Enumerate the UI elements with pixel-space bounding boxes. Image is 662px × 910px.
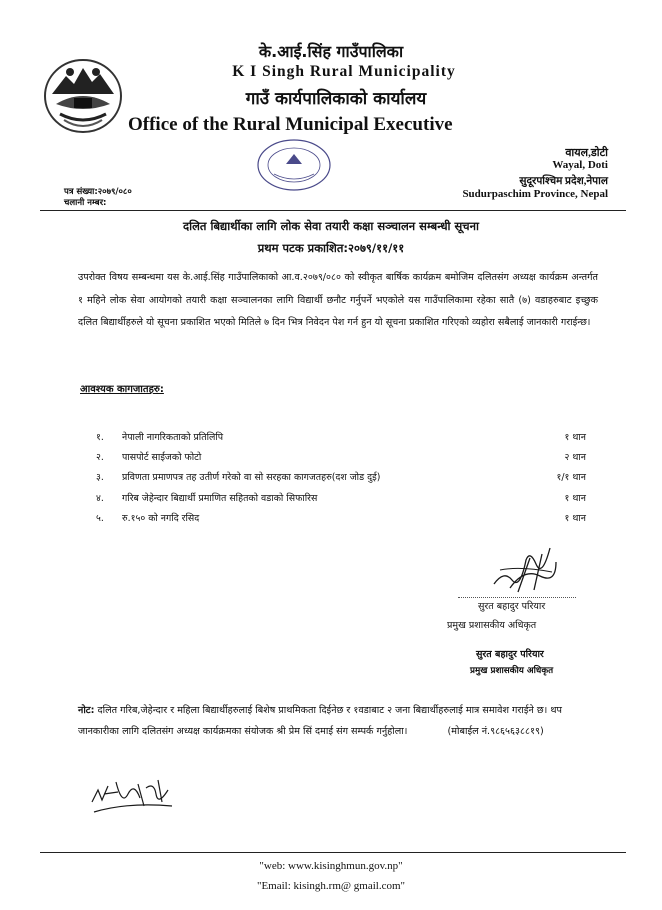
org-name-english: K I Singh Rural Municipality (232, 63, 456, 80)
signatory-title: प्रमुख प्रशासकीय अधिकृत (447, 620, 537, 631)
header-divider (40, 210, 626, 211)
handwritten-signature-icon (490, 540, 560, 596)
note-label: नोट: (78, 705, 95, 716)
note-text: दलित गरिब,जेहेन्दार र महिला बिद्यार्थीहरुलाई बिशेष प्राथमिकता दिईनेछ र १वडाबाट २ जना बिद्यार्थीहरुलाई मात्र समावेश गराईने छ। थप जानकारीका लागि दलितसंग अध्यक्ष कार्यक्रमका संयोजक श्री प्रेम सिं दमाई संग सम्पर्क गर्नुहोला। (78, 705, 562, 737)
list-item: २. पासपोर्ट साईजको फोटो २ थान (96, 452, 586, 464)
reference-block (64, 187, 132, 209)
stamp-title: प्रमुख प्रशासकीय अधिकृत (470, 666, 554, 676)
publication-date: प्रथम पटक प्रकाशित:२०७९/११/११ (257, 241, 405, 255)
signatory-name: सुरत बहादुर परियार (478, 601, 546, 612)
office-name-nepali: गाउँ कार्यपालिकाको कार्यालय (245, 89, 427, 109)
dispatch-number: चलानी नम्बर: (64, 198, 107, 208)
list-item: ४. गरिब जेहेन्दार बिद्यार्थी प्रमाणित सहितको वडाको सिफारिस १ थान (96, 492, 586, 504)
office-name-english: Office of the Rural Municipal Executive (128, 114, 453, 135)
requirements-list (96, 430, 586, 531)
stamp-name: सुरत बहादुर परियार (476, 649, 544, 660)
note-block (78, 700, 592, 742)
list-item: ५. रु.१५० को नगदि रसिद १ थान (96, 512, 586, 524)
office-seal-icon (252, 138, 336, 192)
footer-web: "web: www.kisinghmun.gov.np" (259, 860, 403, 872)
address-english-2: Sudurpaschim Province, Nepal (462, 188, 608, 200)
signature-line (458, 597, 576, 598)
address-nepali-1: वायल,डोटी (565, 147, 608, 159)
notice-subject: दलित बिद्यार्थीका लागि लोक सेवा तयारी कक्षा सञ्चालन सम्बन्धी सूचना (183, 219, 479, 233)
address-nepali-2: सुदूरपश्चिम प्रदेश,नेपाल (519, 176, 608, 187)
notice-body: उपरोक्त विषय सम्बन्धमा यस के.आई.सिंह गाउँपालिकाको आ.व.२०७९/०८० को स्वीकृत बार्षिक कार्यक्रम बमोजिम दलितसंग अध्यक्ष कार्यक्रम अन्तर्गत १ महिने लोक सेवा आयोगको तयारी कक्षा सञ्चालनका लागि विद्यार्थी छनौट गर्नुपर्ने भएकोले यस गाउँपालिकामा रहेका सातै (७) वडाहरुबाट इच्छुक दलित बिद्यार्थीहरुले यो सूचना प्रकाशित भएको मितिले ७ दिन भित्र निवेदन पेश गर्न हुन यो सूचना प्रकाशित गरिएको व्यहोरा सबैलाई जानकारी गराईन्छ। (78, 272, 598, 329)
handwritten-initials-icon (88, 772, 178, 816)
list-item: ३. प्रविणता प्रमाणपत्र तह उतीर्ण गरेको वा सो सरहका कागजतहरु(दश जोड दुई) १/१ थान (96, 472, 586, 484)
requirements-heading: आवश्यक कागजातहरु: (80, 384, 164, 395)
list-item: १. नेपाली नागरिकताको प्रतिलिपि १ थान (96, 432, 586, 443)
note-mobile: (मोबाईल नं.९८६५६३८८१९) (447, 726, 544, 737)
footer-divider (40, 852, 626, 853)
org-name-nepali: के.आई.सिंह गाउँपालिका (258, 42, 404, 61)
footer-email: "Email: kisingh.rm@ gmail.com" (256, 880, 406, 892)
address-english-1: Wayal, Doti (552, 159, 608, 171)
letter-number: पत्र संख्या:२०७९/०८० (64, 187, 132, 197)
